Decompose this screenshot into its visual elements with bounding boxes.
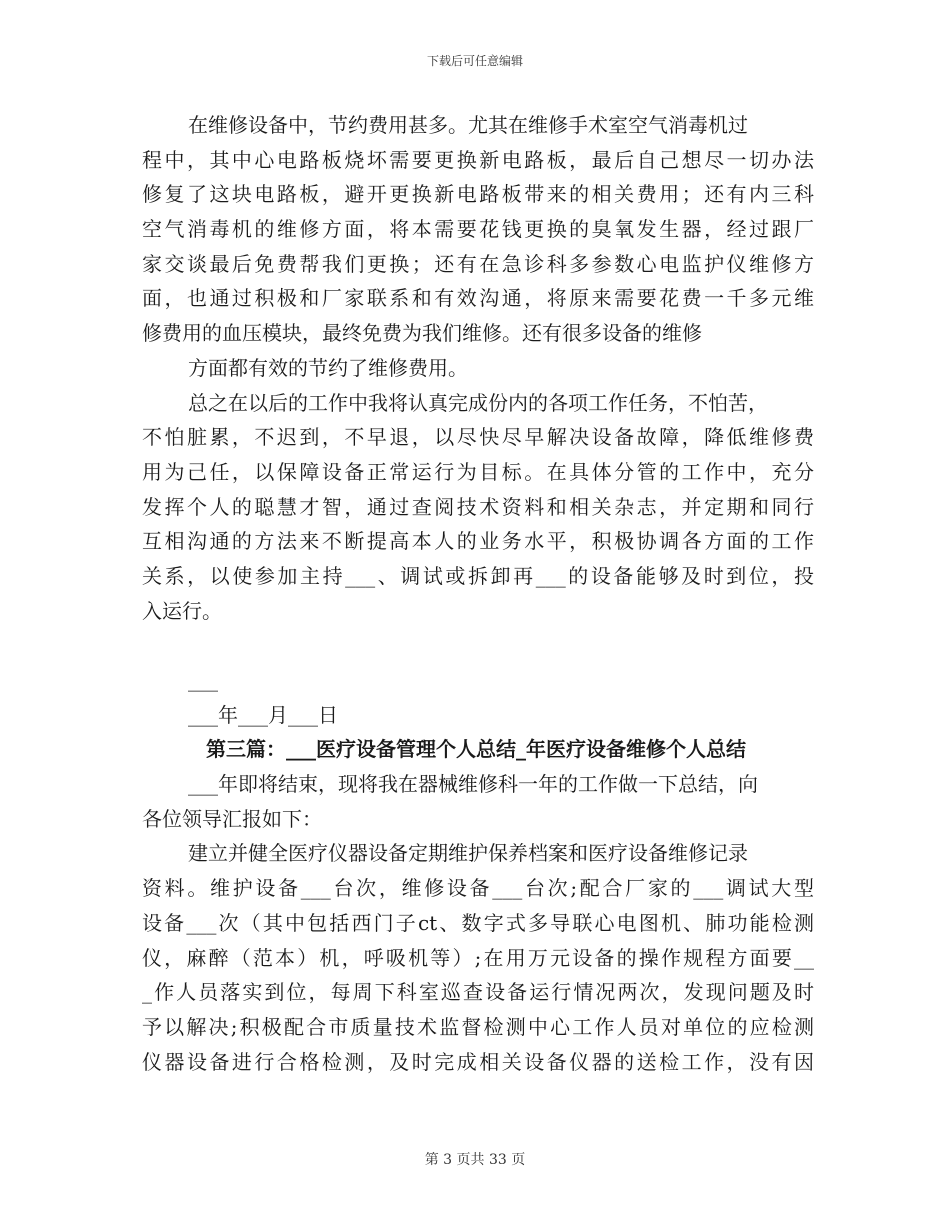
text-line: 总之在以后的工作中我将认真完成份内的各项工作任务，不怕苦， [188,390,768,415]
text-line: 面，也通过积极和厂家联系和有效沟通，将原来需要花费一千多元维 [142,286,814,311]
section-heading: 第三篇：___医疗设备管理个人总结_年医疗设备维修个人总结 [206,737,746,762]
text-line: 发挥个人的聪慧才智，通过查阅技术资料和相关杂志，并定期和同行 [142,494,814,519]
blank-line [142,628,814,663]
text-line: 设备___次（其中包括西门子ct、数字式多导联心电图机、肺功能检测 [142,910,814,935]
text-line: 家交谈最后免费帮我们更换；还有在急诊科多参数心电监护仪维修方 [142,251,814,276]
text-line: 关系，以使参加主持___、调试或拆卸再___的设备能够及时到位，投 [142,563,814,588]
text-line: 在维修设备中，节约费用甚多。尤其在维修手术室空气消毒机过 [188,113,748,137]
document-body [142,108,814,1079]
text-line: 互相沟通的方法来不断提高本人的业务水平，积极协调各方面的工作 [142,529,814,554]
text-line: 予以解决;积极配合市质量技术监督检测中心工作人员对单位的应检测 [142,1014,814,1039]
page-footer: 第 3 页共 33 页 [424,1152,526,1168]
text-line: 空气消毒机的维修方面，将本需要花钱更换的臭氧发生器，经过跟厂 [142,217,814,242]
date-blank: ___年___月___日 [188,702,338,727]
text-line: 不怕脏累，不迟到，不早退，以尽快尽早解决设备故障，降低维修费 [142,425,814,450]
text-line: 仪，麻醉（范本）机，呼吸机等）;在用万元设备的操作规程方面要__ [142,945,814,970]
text-line: ___年即将结束，现将我在器械维修科一年的工作做一下总结，向 [188,772,758,797]
text-line: 修费用的血压模块，最终免费为我们维修。还有很多设备的维修 [142,321,702,346]
signature-blank: ___ [188,668,218,692]
text-line: 程中，其中心电路板烧坏需要更换新电路板，最后自己想尽一切办法 [142,147,814,172]
text-line: 仪器设备进行合格检测，及时完成相关设备仪器的送检工作，没有因 [142,1049,814,1074]
text-line: 入运行。 [142,598,222,623]
text-line: 各位领导汇报如下： [142,806,322,831]
page-header: 下载后可任意编辑 [426,54,523,68]
text-line: 方面都有效的节约了维修费用。 [188,355,468,380]
text-line: 资料。维护设备___台次，维修设备___台次;配合厂家的___调试大型 [142,876,814,901]
text-line: 用为己任，以保障设备正常运行为目标。在具体分管的工作中，充分 [142,459,814,484]
text-line: 修复了这块电路板，避开更换新电路板带来的相关费用；还有内三科 [142,182,814,207]
text-line: _作人员落实到位，每周下科室巡查设备运行情况两次，发现问题及时 [142,980,814,1005]
text-line: 建立并健全医疗仪器设备定期维护保养档案和医疗设备维修记录 [188,841,748,866]
